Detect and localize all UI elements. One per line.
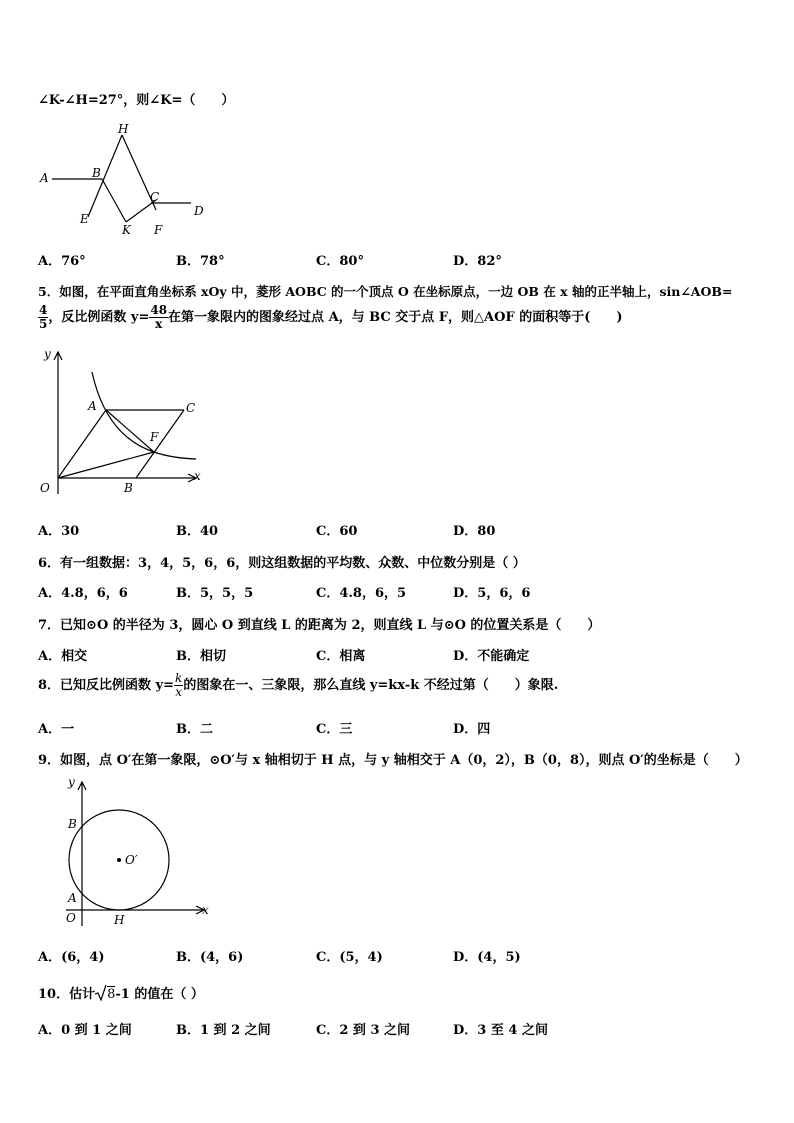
q5-line2-a: ，反比例函数 y= — [48, 310, 150, 326]
q4-option-d[interactable]: D．82° — [453, 254, 502, 269]
q9-label-H: H — [114, 913, 125, 927]
q8-frac-den: x — [175, 685, 183, 700]
q5-frac1-num: 4 — [39, 303, 48, 317]
q5-figure — [36, 344, 216, 499]
q5-label-C: C — [186, 401, 196, 415]
q7-option-b[interactable]: B．相切 — [176, 649, 226, 664]
q5-option-d[interactable]: D．80 — [453, 524, 496, 539]
q5-option-a[interactable]: A．30 — [38, 524, 80, 539]
q9-label-y: y — [68, 776, 75, 789]
q8-option-a[interactable]: A．一 — [38, 722, 75, 737]
sqrt-icon — [95, 984, 107, 1002]
q9-option-b[interactable]: B．(4，6) — [176, 950, 244, 965]
q10-option-b[interactable]: B．1 到 2 之间 — [176, 1023, 271, 1038]
q10-option-a[interactable]: A．0 到 1 之间 — [38, 1023, 132, 1038]
q10-stem-a: 10．估计 — [38, 987, 96, 1002]
q5-option-c[interactable]: C．60 — [316, 524, 358, 539]
q6-stem: 6．有一组数据：3，4，5，6，6，则这组数据的平均数、众数、中位数分别是（ ） — [38, 556, 526, 571]
q4-option-a[interactable]: A．76° — [38, 254, 86, 269]
q9-label-B: B — [68, 817, 77, 831]
q5-frac2-den: x — [155, 317, 163, 332]
q8-fraction — [174, 672, 183, 699]
q5-fraction-sin — [38, 304, 48, 331]
q10-radicand: 8 — [107, 987, 116, 1002]
q8-stem-a: 8．已知反比例函数 y= — [38, 678, 175, 694]
q7-option-d[interactable]: D．不能确定 — [453, 649, 530, 664]
q10-stem — [38, 983, 204, 1002]
q4-label-E: E — [80, 212, 89, 226]
q5-label-B: B — [124, 481, 133, 495]
q5-label-x: x — [194, 469, 201, 483]
q8-option-c[interactable]: C．三 — [316, 722, 353, 737]
q5-label-F: F — [150, 430, 159, 444]
q5-stem-line2 — [38, 304, 623, 331]
q4-option-c[interactable]: C．80° — [316, 254, 364, 269]
q6-option-a[interactable]: A．4.8，6，6 — [38, 586, 128, 601]
q5-option-b[interactable]: B．40 — [176, 524, 219, 539]
q9-figure — [44, 776, 219, 931]
q4-stem-tail: ∠K-∠H=27°，则∠K=（ ） — [38, 93, 235, 108]
q8-stem-b: 的图象在一、三象限，那么直线 y=kx-k 不经过第（ ）象限. — [183, 678, 559, 694]
q8-option-b[interactable]: B．二 — [176, 722, 213, 737]
q4-label-K: K — [122, 223, 131, 237]
q7-option-a[interactable]: A．相交 — [38, 649, 88, 664]
q9-label-A: A — [68, 891, 77, 905]
q5-frac1-den: 5 — [39, 317, 48, 332]
q8-option-d[interactable]: D．四 — [453, 722, 491, 737]
q9-option-c[interactable]: C．(5，4) — [316, 950, 383, 965]
q10-option-d[interactable]: D．3 至 4 之间 — [453, 1023, 548, 1038]
q4-label-F: F — [154, 223, 163, 237]
q9-label-x: x — [202, 903, 209, 917]
q10-stem-b: -1 的值在（ ） — [115, 987, 204, 1002]
q5-label-y: y — [44, 347, 51, 361]
q9-option-d[interactable]: D．(4，5) — [453, 950, 521, 965]
q7-stem: 7．已知⊙O 的半径为 3，圆心 O 到直线 L 的距离为 2，则直线 L 与⊙O 的位置关系是（ ） — [38, 618, 601, 633]
q4-option-b[interactable]: B．78° — [176, 254, 225, 269]
q9-stem: 9．如图，点 O′在第一象限，⊙O′与 x 轴相切于 H 点，与 y 轴相交于 A（0，2），B（0，8），则点 O′的坐标是（ ） — [38, 753, 748, 768]
q9-option-a[interactable]: A．(6，4) — [38, 950, 105, 965]
q5-label-A: A — [88, 399, 97, 413]
q9-label-O: O — [66, 911, 76, 925]
q5-fraction-func — [149, 304, 168, 331]
q7-option-c[interactable]: C．相离 — [316, 649, 366, 664]
q4-label-C: C — [150, 190, 160, 204]
q4-label-D: D — [194, 204, 204, 218]
q5-frac2-num: 48 — [150, 303, 168, 317]
q6-option-d[interactable]: D．5，6，6 — [453, 586, 531, 601]
q9-label-O-prime: O′ — [125, 853, 138, 867]
q5-stem-line1: 5．如图，在平面直角坐标系 xOy 中，菱形 AOBC 的一个顶点 O 在坐标原点，一边 OB 在 x 轴的正半轴上，sin∠AOB= — [38, 284, 733, 299]
q5-label-O: O — [40, 481, 50, 495]
q8-stem — [38, 672, 558, 699]
q4-label-B: B — [92, 166, 101, 180]
q5-line2-b: 在第一象限内的图象经过点 A，与 BC 交于点 F，则△AOF 的面积等于( ) — [168, 310, 623, 326]
q6-option-c[interactable]: C．4.8，6，5 — [316, 586, 407, 601]
q4-label-A: A — [40, 171, 49, 185]
q4-figure — [36, 120, 216, 240]
q10-sqrt — [95, 984, 115, 1002]
q6-option-b[interactable]: B．5，5，5 — [176, 586, 254, 601]
q8-frac-num: k — [175, 671, 183, 685]
q10-option-c[interactable]: C．2 到 3 之间 — [316, 1023, 411, 1038]
q4-label-H: H — [118, 122, 129, 136]
